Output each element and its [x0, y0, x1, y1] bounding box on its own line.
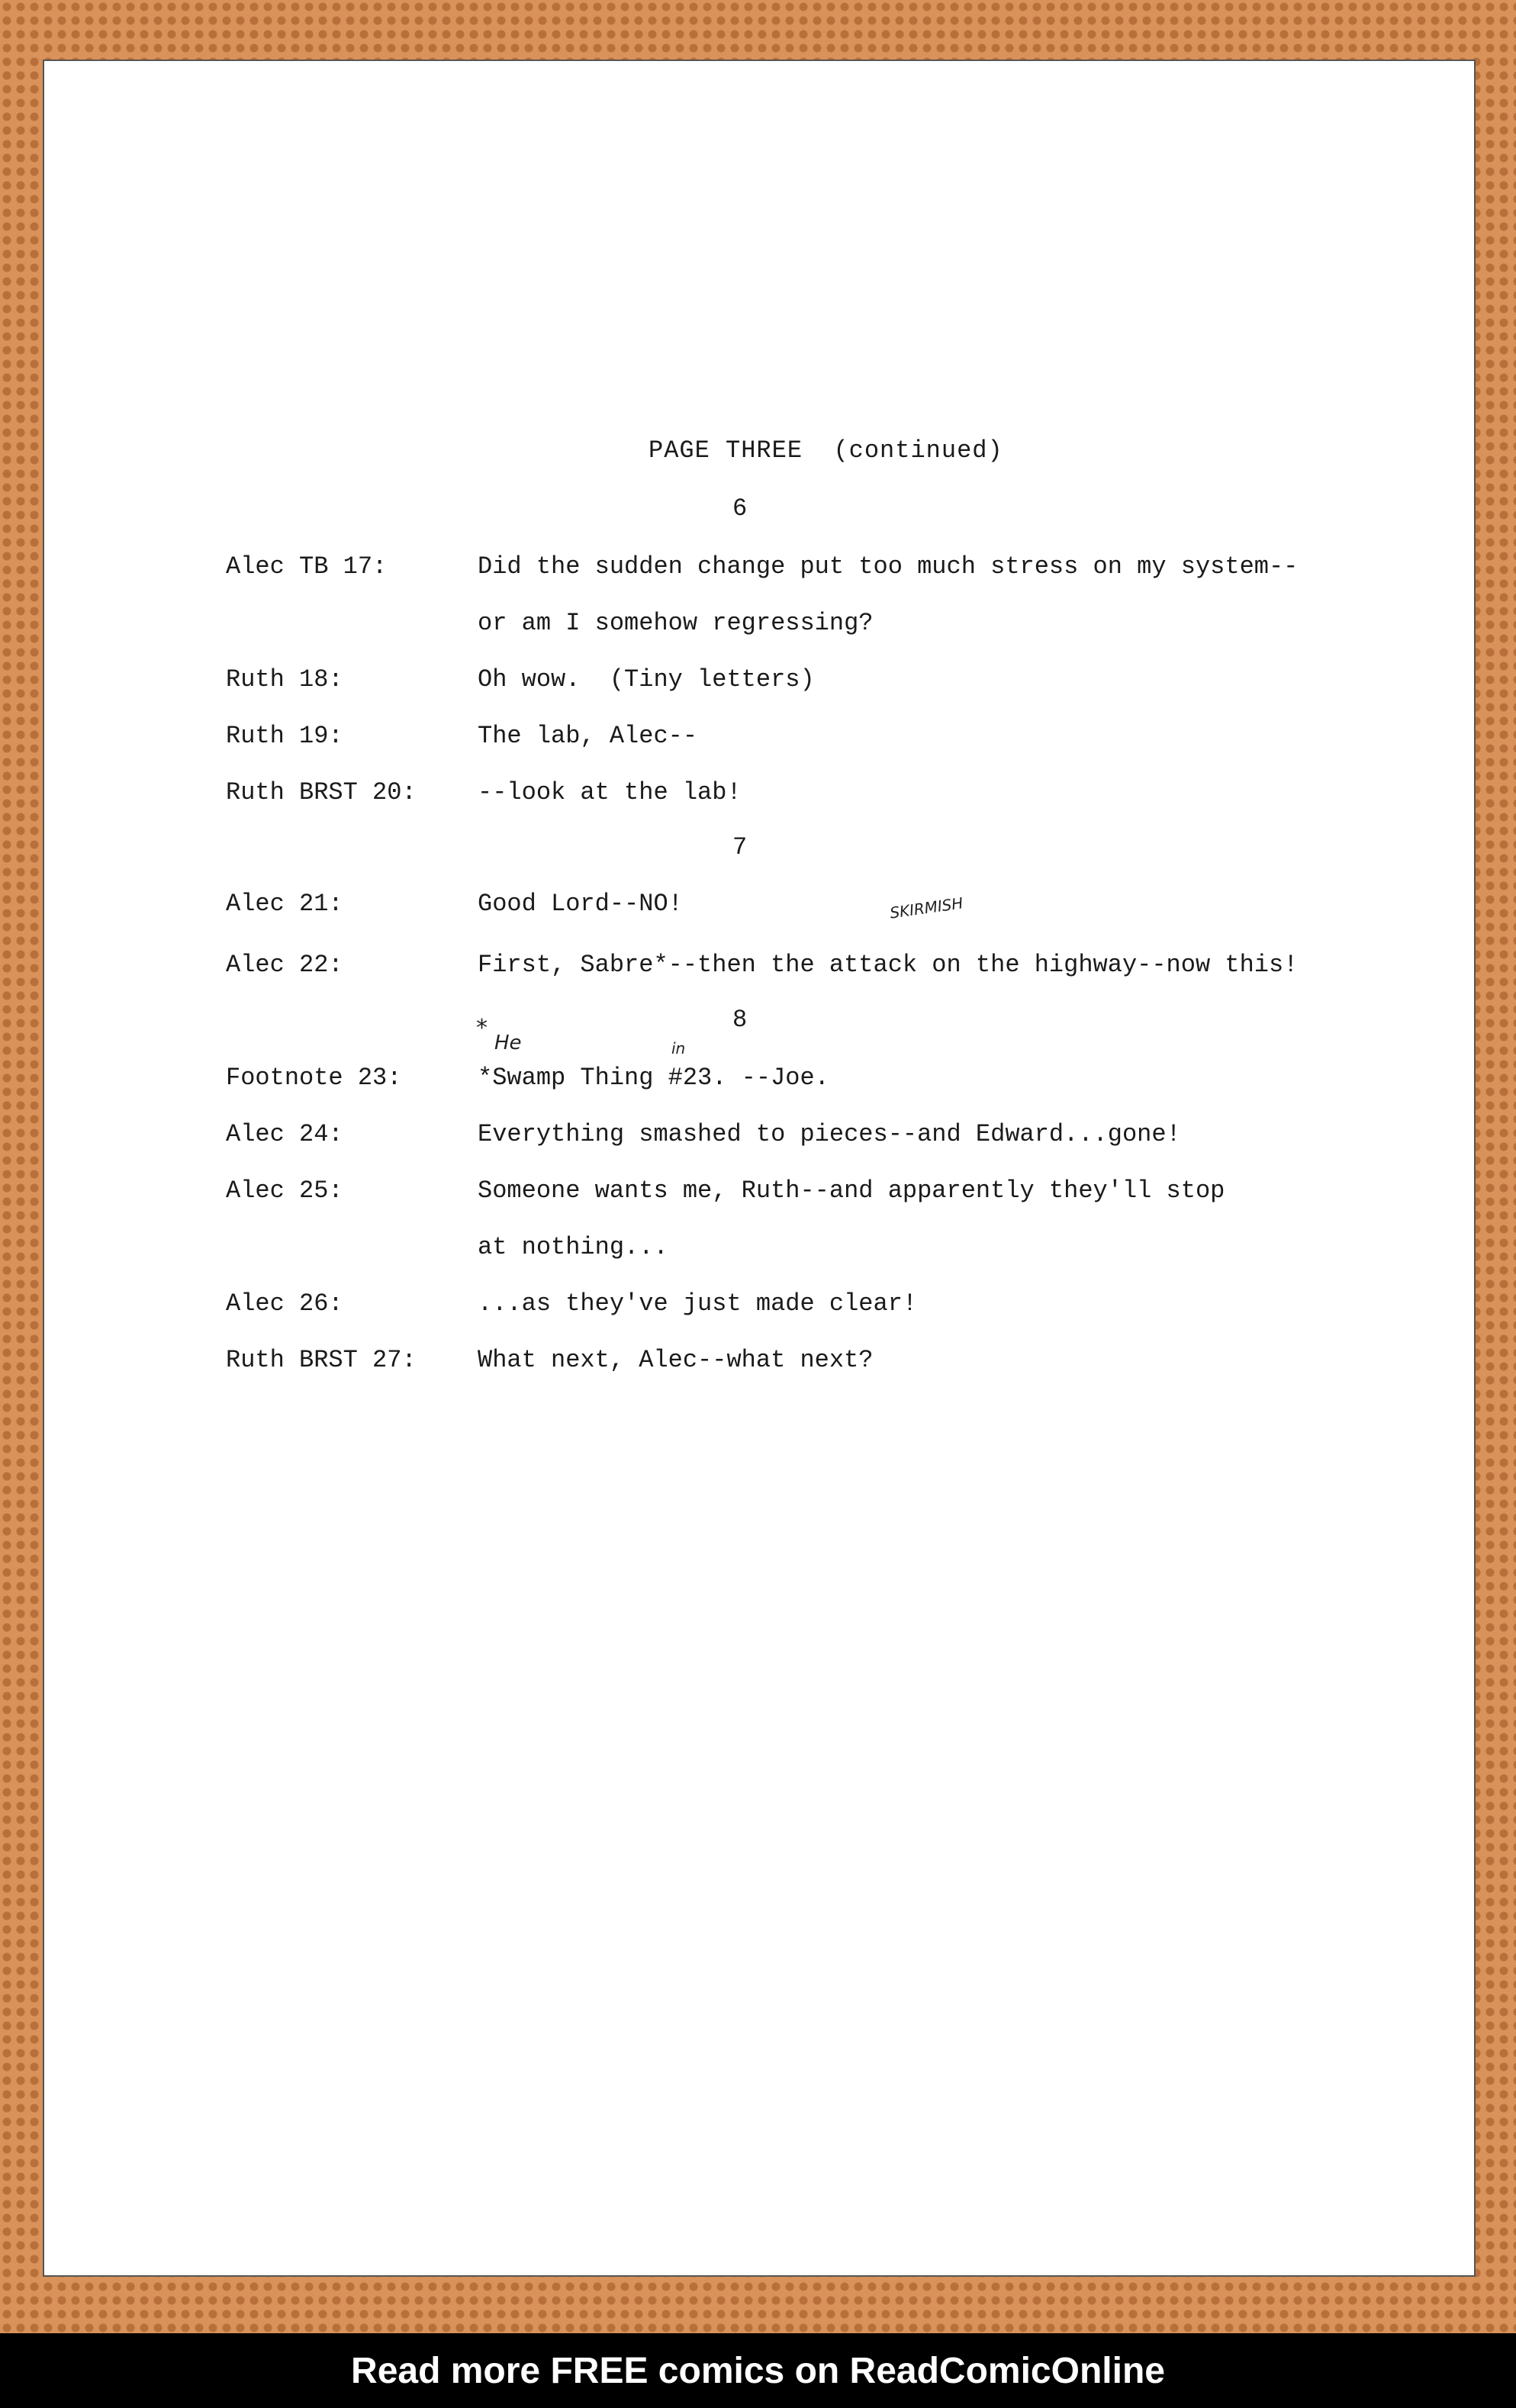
dialogue-line: Someone wants me, Ruth--and apparently they'll stop: [478, 1177, 1225, 1205]
speaker-label: Footnote 23:: [226, 1064, 402, 1092]
script-row: [0, 1064, 1516, 1109]
speaker-label: Ruth 18:: [226, 665, 343, 694]
handwritten-skirmish-note: SKIRMISH: [888, 893, 964, 922]
speaker-label: Ruth BRST 27:: [226, 1346, 417, 1374]
promo-footer-text[interactable]: Read more FREE comics on ReadComicOnline: [351, 2350, 1165, 2391]
handwritten-in-note: in: [671, 1039, 686, 1058]
speaker-label: Ruth 19:: [226, 722, 343, 750]
script-row: [0, 778, 1516, 824]
dialogue-line: or am I somehow regressing?: [478, 609, 874, 637]
script-row: [0, 1233, 1516, 1279]
handwritten-asterisk: *: [476, 1015, 488, 1041]
handwritten-he-note: He: [494, 1032, 522, 1054]
speaker-label: Ruth BRST 20:: [226, 778, 417, 806]
dialogue-line: *Swamp Thing #23. --Joe.: [478, 1064, 829, 1092]
dialogue-line: What next, Alec--what next?: [478, 1346, 874, 1374]
page-heading: PAGE THREE (continued): [649, 436, 1003, 465]
panel-number-7: 7: [732, 833, 748, 861]
dialogue-line: First, Sabre*--then the attack on the highway--now this!: [478, 951, 1299, 979]
speaker-label: Alec 21:: [226, 890, 343, 918]
script-row: [0, 1177, 1516, 1222]
script-row: [0, 722, 1516, 768]
promo-footer-banner[interactable]: [0, 2333, 1516, 2408]
script-row: [0, 951, 1516, 996]
script-page: [43, 60, 1476, 2277]
script-row: [0, 1346, 1516, 1392]
dialogue-line: Oh wow. (Tiny letters): [478, 665, 815, 694]
script-row: [0, 1120, 1516, 1166]
dialogue-line: at nothing...: [478, 1233, 668, 1261]
panel-number-6: 6: [732, 494, 748, 523]
speaker-label: Alec 25:: [226, 1177, 343, 1205]
script-row: [0, 552, 1516, 598]
dialogue-line: --look at the lab!: [478, 778, 742, 806]
script-row: [0, 890, 1516, 935]
dialogue-line: Good Lord--NO!: [478, 890, 683, 918]
dialogue-line: The lab, Alec--: [478, 722, 698, 750]
script-row: [0, 609, 1516, 655]
speaker-label: Alec TB 17:: [226, 552, 388, 581]
panel-number-8: 8: [732, 1006, 748, 1034]
dialogue-line: ...as they've just made clear!: [478, 1289, 918, 1318]
script-row: [0, 1289, 1516, 1335]
script-row: [0, 665, 1516, 711]
speaker-label: Alec 24:: [226, 1120, 343, 1148]
dialogue-line: Everything smashed to pieces--and Edward...gone!: [478, 1120, 1181, 1148]
speaker-label: Alec 22:: [226, 951, 343, 979]
speaker-label: Alec 26:: [226, 1289, 343, 1318]
dialogue-line: Did the sudden change put too much stress on my system--: [478, 552, 1299, 581]
